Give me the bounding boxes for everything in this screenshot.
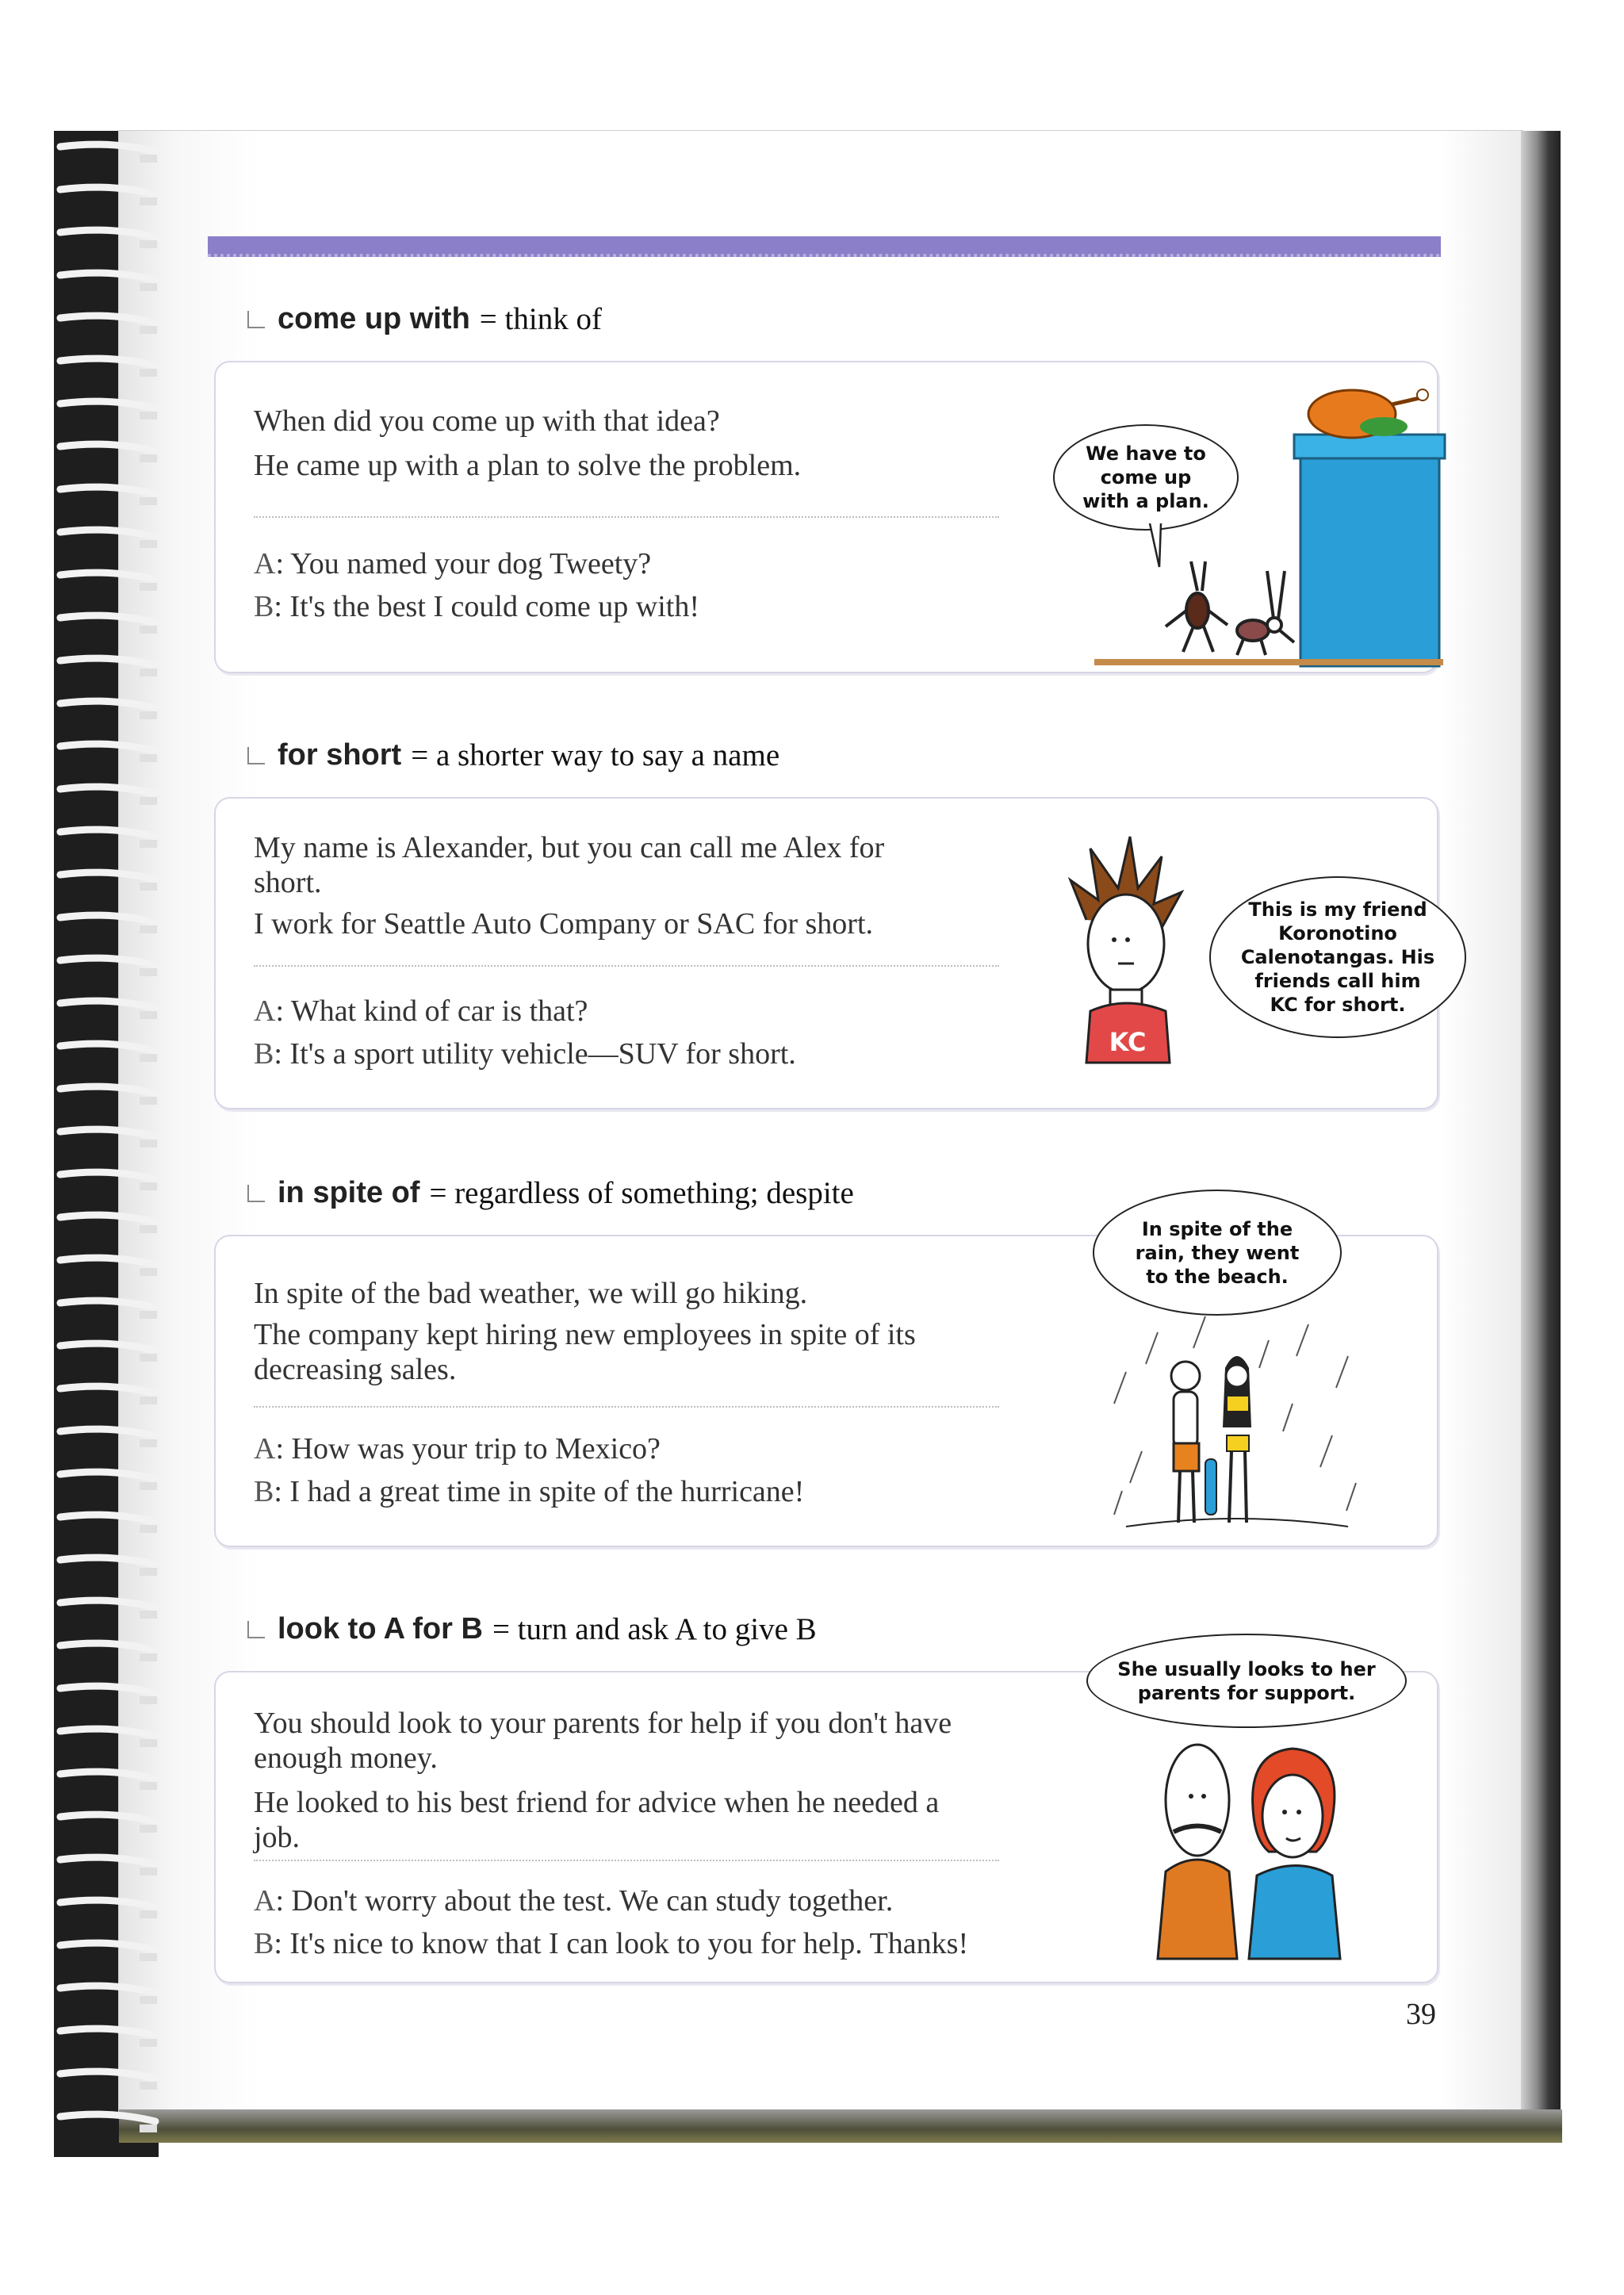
speaker-label: A: [254, 547, 276, 580]
spiral-coil: [60, 872, 155, 879]
spiral-coil: [60, 1643, 155, 1650]
spiral-coil: [60, 701, 155, 708]
binding-hole: [140, 797, 157, 805]
speaker-label: A: [254, 1432, 276, 1466]
checkbox-icon: [247, 311, 265, 328]
speech-bubble: [1053, 424, 1239, 531]
entry-definition: = think of: [479, 302, 602, 336]
dialog-line: A: What kind of car is that?: [254, 994, 588, 1028]
checkbox-icon: [247, 747, 265, 764]
example-sentence: In spite of the bad weather, we will go hiking.: [254, 1277, 808, 1310]
binding-hole: [140, 1696, 157, 1704]
binding-hole: [140, 711, 157, 719]
entry-phrase: look to A for B: [278, 1612, 483, 1646]
spiral-coil: [60, 358, 155, 366]
binding-hole: [140, 1739, 157, 1747]
spiral-coil: [60, 1772, 155, 1779]
spiral-coil: [60, 2071, 155, 2079]
example-sentence: The company kept hiring new employees in spite of its decreasing sales.: [254, 1318, 916, 1386]
binding-hole: [140, 1611, 157, 1619]
spiral-coil: [60, 273, 155, 280]
binding-hole: [140, 497, 157, 505]
binding-hole: [140, 540, 157, 548]
spiral-coil: [60, 316, 155, 323]
spiral-coil: [60, 615, 155, 623]
binding-hole: [140, 1397, 157, 1404]
spiral-coil: [60, 2114, 155, 2121]
binding-hole: [140, 155, 157, 163]
binding-hole: [140, 2082, 157, 2090]
entry-phrase: in spite of: [278, 1176, 420, 1209]
speaker-label: B: [254, 1927, 274, 1960]
example-sentence: My name is Alexander, but you can call me Alex for short.: [254, 831, 885, 899]
page-number: 39: [1406, 1998, 1436, 2031]
divider: [254, 1406, 999, 1408]
dialog-text: What kind of car is that?: [290, 994, 588, 1028]
example-sentence: When did you come up with that idea?: [254, 404, 720, 438]
dialog-text: I had a great time in spite of the hurricane!: [289, 1475, 805, 1508]
spiral-coil: [60, 1044, 155, 1051]
speaker-label: A: [254, 1884, 276, 1918]
binding-hole: [140, 197, 157, 205]
speech-bubble: [1093, 1190, 1342, 1316]
dialog-line: B: It's a sport utility vehicle—SUV for short.: [254, 1037, 796, 1071]
dialog-text: How was your trip to Mexico?: [291, 1432, 661, 1466]
bubble-text: In spite of the rain, they went to the beach.: [1135, 1217, 1300, 1288]
binding-hole: [140, 1653, 157, 1661]
speech-bubble: [1209, 876, 1466, 1038]
spiral-coil: [60, 187, 155, 194]
dialog-text: It's nice to know that I can look to you for help. Thanks!: [289, 1927, 969, 1960]
binding-hole: [140, 1568, 157, 1576]
speaker-label: B: [254, 1475, 274, 1508]
page-edge-shadow: [1521, 131, 1561, 2129]
binding-hole: [140, 1268, 157, 1276]
entry-title-in-spite-of: [247, 1175, 854, 1211]
spiral-coil: [60, 1986, 155, 1993]
shirt-text: KC: [1109, 1027, 1147, 1057]
binding-hole: [140, 840, 157, 848]
speaker-label: A: [254, 994, 276, 1028]
spiral-coil: [60, 744, 155, 751]
spiral-coil: [60, 573, 155, 580]
spiral-coil: [60, 1686, 155, 1693]
binding-hole: [140, 1097, 157, 1105]
spiral-coil: [60, 2029, 155, 2036]
dialog-line: B: It's the best I could come up with!: [254, 590, 699, 623]
binding-hole: [140, 883, 157, 891]
binding-hole: [140, 1311, 157, 1319]
speech-bubble: [1086, 1634, 1407, 1728]
spiral-coil: [60, 1343, 155, 1351]
spiral-coil: [60, 1429, 155, 1436]
spiral-coil: [60, 958, 155, 965]
spiral-coil: [60, 1515, 155, 1522]
dialog-line: A: You named your dog Tweety?: [254, 547, 652, 580]
binding-hole: [140, 1439, 157, 1447]
spiral-coil: [60, 1386, 155, 1393]
entry-title-look-to-a-for-b: [247, 1611, 817, 1647]
entry-definition: = a shorter way to say a name: [411, 738, 780, 772]
spiral-coil: [60, 401, 155, 408]
parents-illustration: [1150, 1721, 1356, 1959]
binding-hole: [140, 1182, 157, 1190]
spiral-coil: [60, 1472, 155, 1479]
spiral-coil: [60, 1172, 155, 1179]
dialog-line: B: It's nice to know that I can look to you for help. Thanks!: [254, 1927, 969, 1960]
checkbox-icon: [247, 1621, 265, 1638]
spiral-binding-icon: [54, 131, 165, 2161]
dialog-text: You named your dog Tweety?: [290, 547, 652, 580]
binding-hole: [140, 1953, 157, 1961]
bubble-text: This is my friend Koronotino Calenotangas. His friends call him KC for short.: [1240, 898, 1435, 1016]
binding-hole: [140, 1782, 157, 1790]
spiral-coil: [60, 787, 155, 794]
boy-kc-illustration: [1055, 833, 1189, 1071]
binding-hole: [140, 1996, 157, 2004]
spiral-coil: [60, 530, 155, 537]
dialog-text: It's the best I could come up with!: [289, 590, 699, 623]
binding-hole: [140, 1525, 157, 1533]
binding-hole: [140, 369, 157, 377]
speaker-label: B: [254, 590, 274, 623]
header-bar: [208, 236, 1441, 257]
binding-hole: [140, 925, 157, 933]
entry-definition: = regardless of something; despite: [429, 1176, 854, 1210]
entry-definition: = turn and ask A to give B: [492, 1612, 817, 1646]
binding-hole: [140, 1011, 157, 1019]
binding-hole: [140, 240, 157, 248]
spiral-coil: [60, 658, 155, 665]
speaker-label: B: [254, 1037, 274, 1071]
example-sentence: He came up with a plan to solve the problem.: [254, 449, 802, 482]
binding-hole: [140, 454, 157, 462]
divider: [254, 516, 999, 518]
entry-phrase: come up with: [278, 302, 470, 335]
spiral-coil: [60, 1129, 155, 1136]
example-sentence: You should look to your parents for help if you don't have enough money.: [254, 1707, 952, 1775]
binding-hole: [140, 1054, 157, 1062]
divider: [254, 965, 999, 967]
bubble-text: We have to come up with a plan.: [1082, 443, 1209, 512]
spiral-coil: [60, 144, 155, 151]
spiral-coil: [60, 1258, 155, 1265]
spiral-coil: [60, 1086, 155, 1094]
binding-hole: [140, 1354, 157, 1362]
spiral-coil: [60, 1001, 155, 1008]
binding-hole: [140, 1225, 157, 1233]
dialog-line: A: Don't worry about the test. We can study together.: [254, 1884, 894, 1918]
spiral-coil: [60, 1857, 155, 1864]
binding-hole: [140, 669, 157, 676]
spiral-coil: [60, 829, 155, 837]
spiral-coil: [60, 1301, 155, 1308]
spiral-coil: [60, 1814, 155, 1822]
dialog-text: Don't worry about the test. We can study together.: [291, 1884, 894, 1918]
dialog-line: B: I had a great time in spite of the hurricane!: [254, 1475, 805, 1508]
example-sentence: He looked to his best friend for advice when he needed a job.: [254, 1786, 940, 1854]
entry-phrase: for short: [278, 738, 402, 772]
binding-hole: [140, 2125, 157, 2132]
divider: [254, 1860, 999, 1861]
entry-title-come-up-with: [247, 301, 602, 337]
page-bottom-edge: [119, 2109, 1562, 2143]
spiral-coil: [60, 444, 155, 451]
bubble-text: She usually looks to her parents for support.: [1117, 1657, 1376, 1704]
example-sentence: I work for Seattle Auto Company or SAC for short.: [254, 907, 874, 941]
spiral-coil: [60, 915, 155, 922]
entry-title-for-short: [247, 738, 779, 773]
binding-hole: [140, 412, 157, 420]
bubble-tail: [1142, 523, 1174, 571]
spiral-coil: [60, 230, 155, 237]
binding-hole: [140, 1868, 157, 1875]
binding-hole: [140, 2039, 157, 2047]
dialog-text: It's a sport utility vehicle—SUV for short.: [289, 1037, 796, 1071]
binding-hole: [140, 626, 157, 634]
spiral-coil: [60, 1729, 155, 1736]
spiral-coil: [60, 1600, 155, 1607]
binding-hole: [140, 283, 157, 291]
binding-hole: [140, 1825, 157, 1833]
binding-hole: [140, 326, 157, 334]
spiral-coil: [60, 1557, 155, 1565]
rain-beach-illustration: [1110, 1308, 1372, 1538]
binding-hole: [140, 968, 157, 976]
checkbox-icon: [247, 1185, 265, 1202]
binding-hole: [140, 1140, 157, 1148]
spiral-coil: [60, 1900, 155, 1907]
dialog-line: A: How was your trip to Mexico?: [254, 1432, 661, 1466]
spiral-coil: [60, 1215, 155, 1222]
binding-hole: [140, 1910, 157, 1918]
binding-hole: [140, 754, 157, 762]
spiral-coil: [60, 1943, 155, 1950]
binding-hole: [140, 1482, 157, 1490]
binding-hole: [140, 583, 157, 591]
spiral-coil: [60, 487, 155, 494]
